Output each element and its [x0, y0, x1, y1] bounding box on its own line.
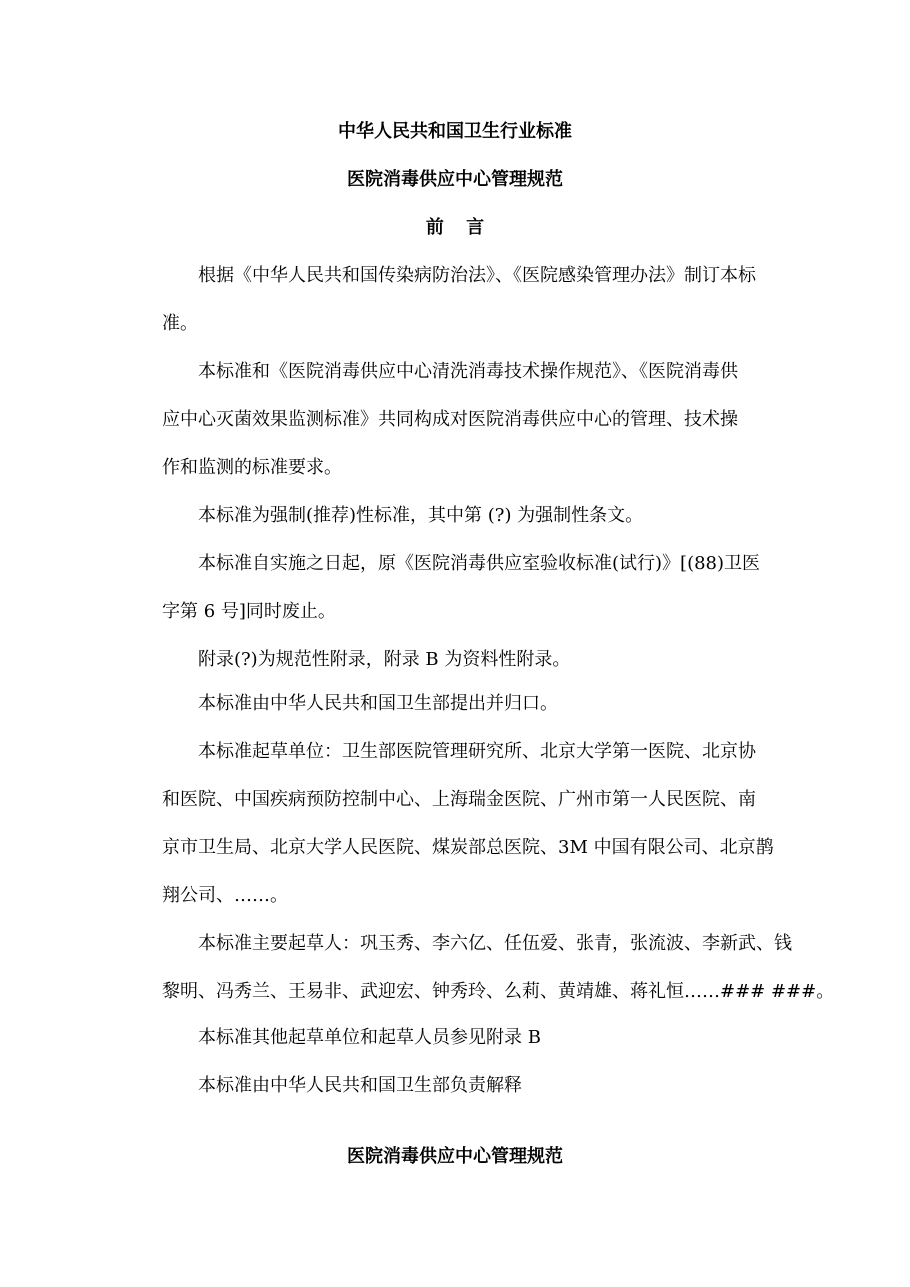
paragraph-line: 作和监测的标准要求。 — [162, 457, 342, 478]
paragraph-line: 本标准自实施之日起，原《医院消毒供应室验收标准(试行)》[(88)卫医 — [198, 553, 761, 574]
header-title: 中华人民共和国卫生行业标准 — [338, 121, 572, 142]
paragraph-line: 本标准和《医院消毒供应中心清洗消毒技术操作规范》、《医院消毒供 — [198, 361, 738, 382]
paragraph-line: 和医院、中国疾病预防控制中心、上海瑞金医院、广州市第一人民医院、南 — [162, 789, 756, 810]
paragraph-line: 京市卫生局、北京大学人民医院、煤炭部总医院、3M 中国有限公司、北京鹊 — [162, 837, 774, 858]
document-title: 医院消毒供应中心管理规范 — [347, 169, 563, 190]
paragraph-line: 本标准起草单位：卫生部医院管理研究所、北京大学第一医院、北京协 — [198, 741, 756, 762]
paragraph-line: 本标准由中华人民共和国卫生部提出并归口。 — [198, 693, 558, 714]
section-title: 医院消毒供应中心管理规范 — [347, 1146, 563, 1167]
paragraph-line: 应中心灭菌效果监测标准》共同构成对医院消毒供应中心的管理、技术操 — [162, 409, 738, 430]
paragraph-line: 附录(?)为规范性附录，附录 B 为资料性附录。 — [198, 649, 571, 670]
paragraph-line: 字第 6 号]同时废止。 — [162, 601, 336, 622]
paragraph-line: 黎明、冯秀兰、王易非、武迎宏、钟秀玲、么莉、黄靖雄、蒋礼恒……### ###。 — [162, 981, 835, 1002]
paragraph-line: 准。 — [162, 313, 198, 334]
paragraph-line: 翔公司、……。 — [162, 885, 288, 906]
paragraph-line: 本标准为强制(推荐)性标准，其中第 (?) 为强制性条文。 — [198, 505, 644, 526]
paragraph-line: 本标准主要起草人：巩玉秀、李六亿、任伍爱、张青，张流波、李新武、钱 — [198, 933, 792, 954]
paragraph-line: 根据《中华人民共和国传染病防治法》、《医院感染管理办法》制订本标 — [198, 265, 756, 286]
paragraph-line: 本标准其他起草单位和起草人员参见附录 B — [198, 1027, 541, 1048]
preface-heading: 前 言 — [425, 217, 493, 238]
paragraph-line: 本标准由中华人民共和国卫生部负责解释 — [198, 1075, 522, 1096]
